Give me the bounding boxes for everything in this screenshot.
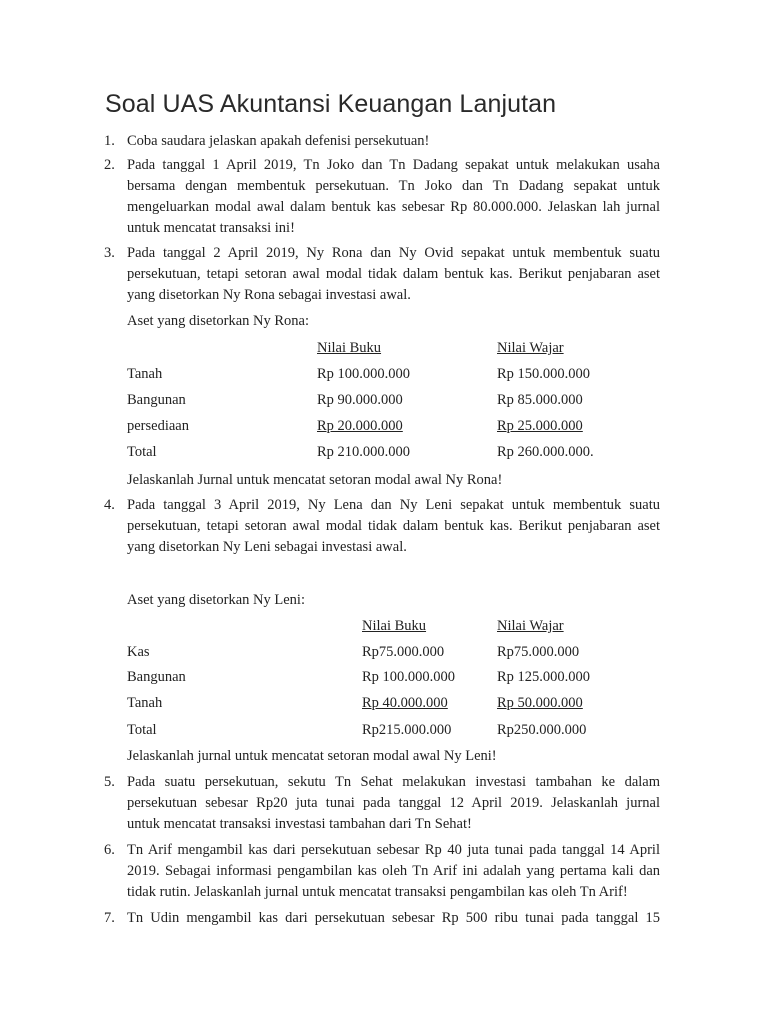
leni-col-fair-header: Nilai Wajar xyxy=(497,618,564,634)
table-cell-fair: Rp 260.000.000. xyxy=(497,444,594,460)
table-cell-fair: Rp 150.000.000 xyxy=(497,366,591,382)
question-number: 3. xyxy=(104,245,115,261)
table-row-label: Bangunan xyxy=(127,392,186,408)
page-title: Soal UAS Akuntansi Keuangan Lanjutan xyxy=(105,90,557,118)
text-line: tidak rutin. Jelaskanlah jurnal untuk mencatat transaksi pengambilan kas oleh Tn Arif! xyxy=(127,884,628,900)
table-cell-book: Rp 40.000.000 xyxy=(362,695,448,711)
table-cell-fair: Rp 85.000.000 xyxy=(497,392,583,408)
question-number: 6. xyxy=(104,842,115,858)
table-cell-fair: Rp 125.000.000 xyxy=(497,669,591,685)
table-cell-fair: Rp75.000.000 xyxy=(497,644,580,660)
table-cell-fair: Rp 25.000.000 xyxy=(497,418,583,434)
table-row-label: Tanah xyxy=(127,695,163,711)
text-line: bersama dengan membentuk persekutuan. Tn Joko dan Tn Dadang sepakat untuk xyxy=(127,178,660,194)
table-row-label: Total xyxy=(127,444,157,460)
question-number: 1. xyxy=(104,133,115,149)
table-cell-book: Rp75.000.000 xyxy=(362,644,445,660)
table-cell-book: Rp 210.000.000 xyxy=(317,444,411,460)
table-cell-book: Rp 90.000.000 xyxy=(317,392,403,408)
leni-col-book-header: Nilai Buku xyxy=(362,618,427,634)
question-number: 2. xyxy=(104,157,115,173)
leni-instruction: Jelaskanlah jurnal untuk mencatat setoran modal awal Ny Leni! xyxy=(127,748,497,764)
table-cell-fair: Rp250.000.000 xyxy=(497,722,587,738)
question-text xyxy=(127,131,660,152)
text-line: Pada tanggal 2 April 2019, Ny Rona dan Ny Ovid sepakat untuk membentuk suatu xyxy=(127,245,660,261)
table-cell-fair: Rp 50.000.000 xyxy=(497,695,583,711)
table-row-label: Kas xyxy=(127,644,150,660)
question-number: 4. xyxy=(104,497,115,513)
question-text xyxy=(127,495,660,558)
text-line: Pada tanggal 1 April 2019, Tn Joko dan Tn Dadang sepakat untuk melakukan usaha xyxy=(127,157,660,173)
rona-col-book-header: Nilai Buku xyxy=(317,340,382,356)
question-number: 7. xyxy=(104,910,115,926)
table-cell-book: Rp215.000.000 xyxy=(362,722,452,738)
question-text xyxy=(127,243,660,306)
text-line: untuk mencatat transaksi ini! xyxy=(127,220,295,236)
question-text xyxy=(127,155,660,239)
table-row-label: Total xyxy=(127,722,157,738)
table-cell-book: Rp 20.000.000 xyxy=(317,418,403,434)
text-line: yang disetorkan Ny Rona sebagai investasi awal. xyxy=(127,287,411,303)
text-line: Tn Arif mengambil kas dari persekutuan sebesar Rp 40 juta tunai pada tanggal 14 April xyxy=(127,842,660,858)
text-line: untuk mencatat transaksi investasi tambahan dari Tn Sehat! xyxy=(127,816,472,832)
question-text xyxy=(127,840,660,903)
text-line: yang disetorkan Ny Leni sebagai investasi awal. xyxy=(127,539,407,555)
text-line: persekutuan sebesar Rp20 juta tunai pada tanggal 12 April 2019. Jelaskanlah jurnal xyxy=(127,795,660,811)
leni-table-caption: Aset yang disetorkan Ny Leni: xyxy=(127,592,305,608)
text-line: Tn Udin mengambil kas dari persekutuan sebesar Rp 500 ribu tunai pada tanggal 15 xyxy=(127,910,660,926)
text-line: Coba saudara jelaskan apakah defenisi persekutuan! xyxy=(127,133,430,149)
text-line: Pada suatu persekutuan, sekutu Tn Sehat melakukan investasi tambahan ke dalam xyxy=(127,774,660,790)
text-line: persekutuan, tetapi setoran awal modal tidak dalam bentuk kas. Berikut penjabaran aset xyxy=(127,266,660,282)
text-line: 2019. Sebagai informasi pengambilan kas oleh Tn Arif ini adalah yang pertama kali dan xyxy=(127,863,660,879)
table-row-label: Tanah xyxy=(127,366,163,382)
table-row-label: persediaan xyxy=(127,418,189,434)
question-text xyxy=(127,772,660,835)
rona-col-fair-header: Nilai Wajar xyxy=(497,340,564,356)
table-cell-book: Rp 100.000.000 xyxy=(317,366,411,382)
table-row-label: Bangunan xyxy=(127,669,186,685)
rona-table-caption: Aset yang disetorkan Ny Rona: xyxy=(127,313,310,329)
text-line: persekutuan, tetapi setoran awal modal tidak dalam bentuk kas. Berikut penjabaran aset xyxy=(127,518,660,534)
text-line: Pada tanggal 3 April 2019, Ny Lena dan Ny Leni sepakat untuk membentuk suatu xyxy=(127,497,660,513)
question-number: 5. xyxy=(104,774,115,790)
text-line: mengeluarkan modal awal dalam bentuk kas sebesar Rp 80.000.000. Jelaskan lah jurnal xyxy=(127,199,660,215)
rona-instruction: Jelaskanlah Jurnal untuk mencatat setoran modal awal Ny Rona! xyxy=(127,472,503,488)
table-cell-book: Rp 100.000.000 xyxy=(362,669,456,685)
question-text xyxy=(127,908,660,929)
